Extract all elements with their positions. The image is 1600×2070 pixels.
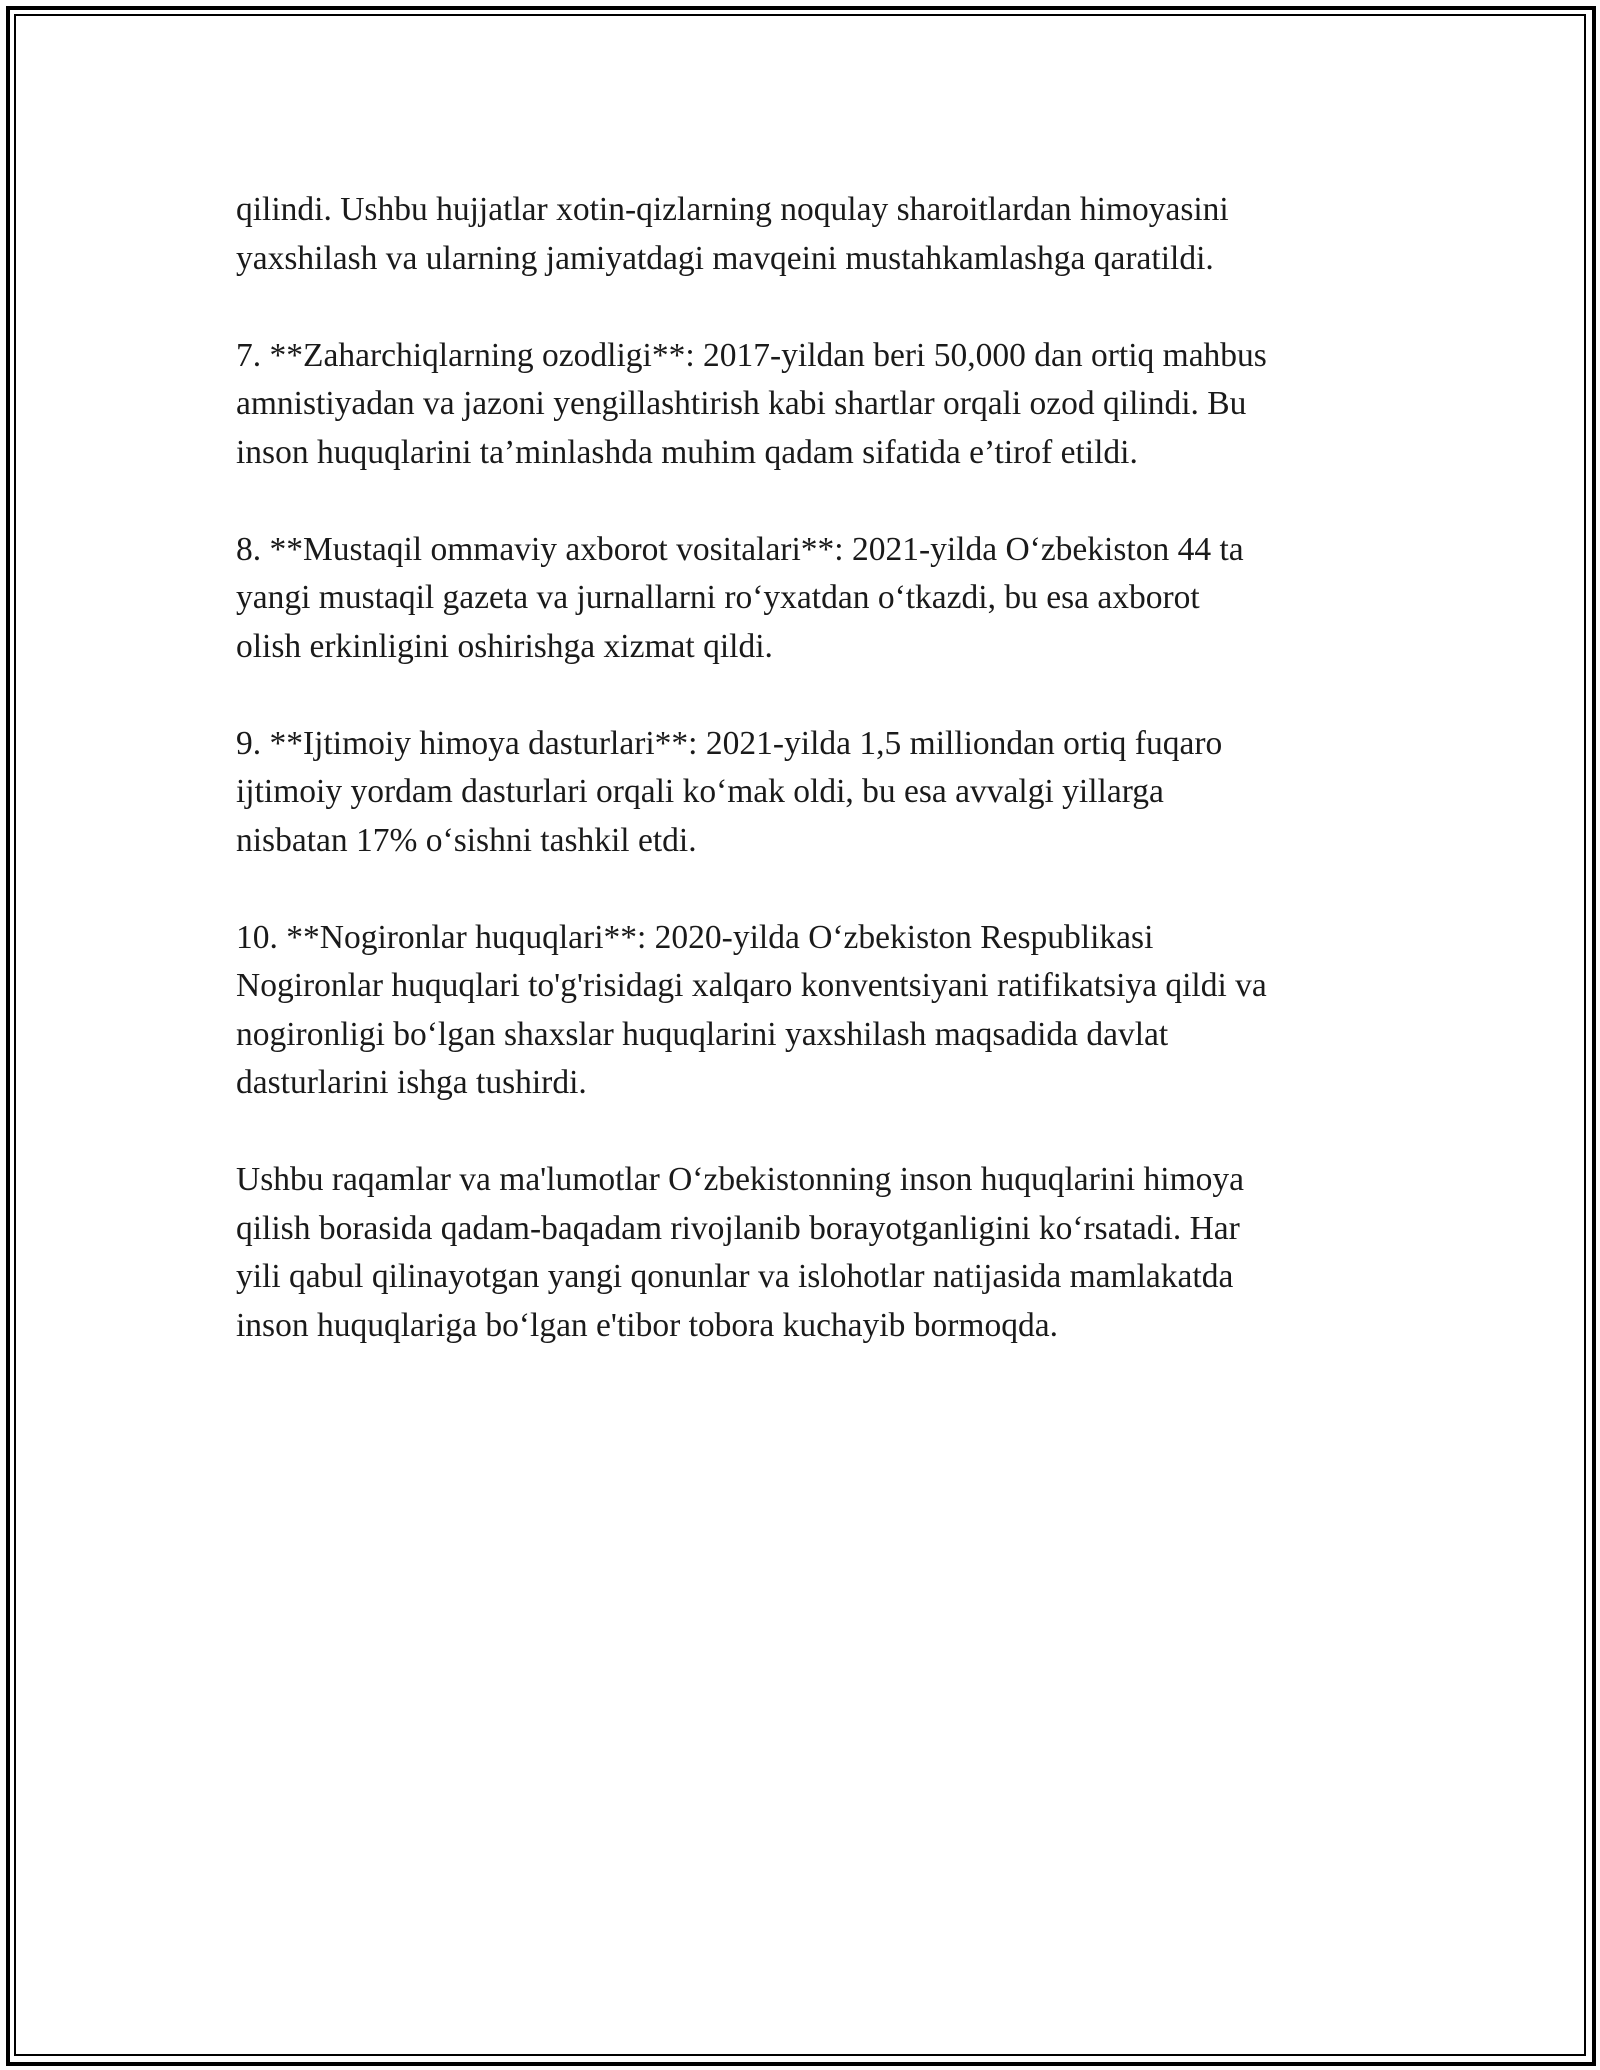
paragraph-item-7: 7. **Zaharchiqlarning ozodligi**: 2017-yildan beri 50,000 dan ortiq mahbus amnistiyadan va jazoni yengillashtirish kabi shartlar orqali ozod qilindi. Bu inson huquqlarini ta’minlashda muhim qadam sifatida e’tirof etildi. <box>236 336 1267 471</box>
paragraph-item-10: 10. **Nogironlar huquqlari**: 2020-yilda O‘zbekiston Respublikasi Nogironlar huquqlari to'g'risidagi xalqaro konventsiyani ratifikatsiya qildi va nogironligi bo‘lgan shaxslar huquqlarini yaxshilash maqsadida davlat dasturlarini ishga tushirdi. <box>236 918 1267 1101</box>
paragraph-conclusion: Ushbu raqamlar va ma'lumotlar O‘zbekistonning inson huquqlarini himoya qilish borasida qadam-baqadam rivojlanib borayotganligini ko‘rsatadi. Har yili qabul qilinayotgan yangi qonunlar va islohotlar natijasida mamlakatda inson huquqlariga bo‘lgan e'tibor tobora kuchayib bormoqda. <box>236 1161 1245 1344</box>
document-body <box>236 186 1376 1399</box>
paragraph-intro-continuation: qilindi. Ushbu hujjatlar xotin-qizlarning noqulay sharoitlardan himoyasini yaxshilash va ularning jamiyatdagi mavqeini mustahkamlashga qaratildi. <box>236 191 1229 277</box>
paragraph-item-9: 9. **Ijtimoiy himoya dasturlari**: 2021-yilda 1,5 milliondan ortiq fuqaro ijtimoiy yordam dasturlari orqali ko‘mak oldi, bu esa avvalgi yillarga nisbatan 17% o‘sishni tashkil etdi. <box>236 724 1223 859</box>
paragraph-item-8: 8. **Mustaqil ommaviy axborot vositalari**: 2021-yilda O‘zbekiston 44 ta yangi mustaqil gazeta va jurnallarni ro‘yxatdan o‘tkazdi, bu esa axborot olish erkinligini oshirishga xizmat qildi. <box>236 530 1244 665</box>
